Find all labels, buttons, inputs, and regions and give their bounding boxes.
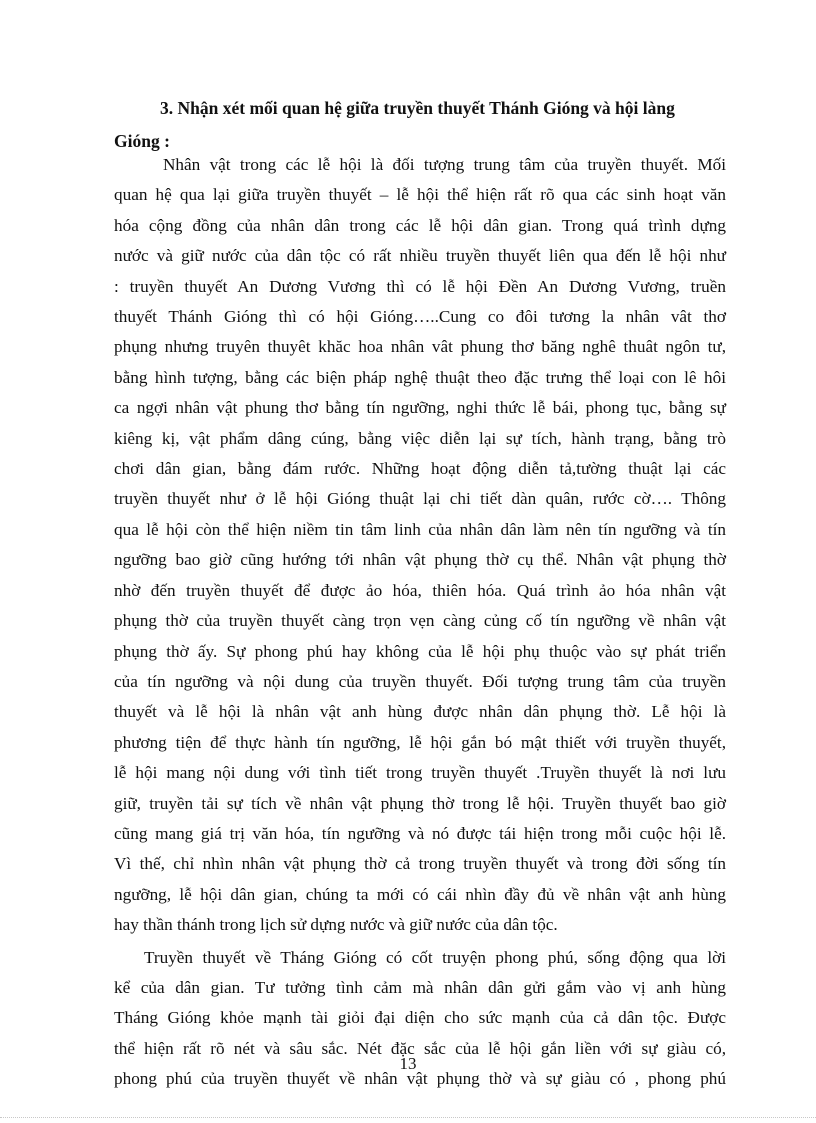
text-line: thể hiện rất rõ nét và sâu sắc. Nét đặc sắc của lễ hội gắn liền với sự giàu có, — [114, 1038, 726, 1058]
section-heading-line-2: Gióng : — [114, 131, 170, 151]
text-line: phụng nhưng truyên thuyêt khăc hoa nhân vât phung thơ băng nghê thuât ngôn tư, — [114, 337, 726, 357]
page-bottom-divider — [0, 1117, 816, 1118]
section-heading — [114, 92, 726, 158]
page-number: 13 — [399, 1054, 417, 1073]
text-line: bằng hình tượng, bằng các biện pháp nghệ thuật theo đặc trưng thể loại con lê hôi — [114, 367, 726, 387]
body-text — [114, 150, 726, 1095]
text-line: Vì thế, chỉ nhìn nhân vật phụng thờ cả trong truyền thuyết và trong đời sống tín — [114, 854, 726, 874]
text-line: lễ hội mang nội dung với tình tiết trong truyền thuyết .Truyền thuyết là nơi lưu — [114, 763, 726, 783]
text-line: hay thần thánh trong lịch sử dựng nước và giữ nước của dân tộc. — [114, 915, 558, 935]
text-line: phụng thờ ấy. Sự phong phú hay không của lễ hội phụ thuộc vào sự phát triển — [114, 641, 726, 661]
text-line: thuyết Thánh Gióng thì có hội Gióng…..Cung co đôi tương la nhân vât thơ — [114, 307, 726, 327]
text-line: phong phú của truyền thuyết về nhân vật phụng thờ và sự giàu có , phong phú — [114, 1069, 726, 1089]
text-line: Tháng Gióng khỏe mạnh tài giỏi đại diện cho sức mạnh của cả dân tộc. Được — [114, 1008, 726, 1028]
text-line: qua lễ hội còn thể hiện niềm tin tâm linh của nhân dân làm nên tín ngưỡng và tín — [114, 519, 726, 539]
text-line: giữ, truyền tải sự tích về nhân vật phụng thờ trong lễ hội. Truyền thuyết bao giờ — [114, 793, 726, 813]
text-line: nhờ đến truyền thuyết để được ảo hóa, thiên hóa. Quá trình ảo hóa nhân vật — [114, 580, 726, 600]
text-line: của tín ngưỡng và nội dung của truyền thuyết. Đối tượng trung tâm của truyền — [114, 671, 726, 691]
text-line: quan hệ qua lại giữa truyền thuyết – lễ hội thể hiện rất rõ qua các sinh hoạt văn — [114, 185, 726, 205]
text-line: truyền thuyết như ở lễ hội Gióng thuật lại chi tiết dàn quân, rước cờ…. Thông — [114, 489, 726, 509]
text-line: phụng thờ của truyền thuyết càng trọn vẹn càng củng cố tín ngưỡng về nhân vật — [114, 611, 726, 631]
section-heading-line-1: 3. Nhận xét mối quan hệ giữa truyền thuyết Thánh Gióng và hội làng — [160, 98, 675, 118]
text-line: Nhân vật trong các lễ hội là đối tượng trung tâm của truyền thuyết. Mối — [163, 155, 726, 174]
text-line: : truyền thuyết An Dương Vương thì có lễ hội Đền An Dương Vương, truền — [114, 276, 726, 296]
paragraph-1 — [114, 150, 726, 941]
text-line: ngưỡng, lễ hội dân gian, chúng ta mới có cái nhìn đầy đủ về nhân vật anh hùng — [114, 884, 726, 904]
text-line: phương tiện để thực hành tín ngưỡng, lễ hội gắn bó mật thiết với truyền thuyết, — [114, 732, 726, 752]
text-line: kiêng kị, vật phẩm dâng cúng, bằng việc diễn lại sự tích, hành trạng, bằng trò — [114, 428, 726, 448]
text-line: thuyết và lễ hội là nhân vật anh hùng được nhân dân phụng thờ. Lễ hội là — [114, 702, 726, 722]
text-line: nước và giữ nước của dân tộc có rất nhiều truyền thuyết liên qua đến lễ hội như — [114, 246, 726, 266]
text-line: ca ngợi nhân vật phung thơ bằng tín ngưỡng, nghi thức lễ bái, phong tục, bằng sự — [114, 398, 726, 418]
text-line: Truyền thuyết về Tháng Gióng có cốt truyện phong phú, sống động qua lời — [144, 947, 726, 967]
text-line: ngưỡng bao giờ cũng hướng tới nhân vật phụng thờ cụ thể. Nhân vật phụng thờ — [114, 550, 726, 570]
text-line: kể của dân gian. Tư tưởng tình cảm mà nhân dân gửi gắm vào vị anh hùng — [114, 977, 726, 997]
text-line: hóa cộng đồng của nhân dân trong các lễ hội dân gian. Trong quá trình dựng — [114, 215, 726, 235]
text-line: cũng mang giá trị văn hóa, tín ngưỡng và nó được tái hiện trong mỗi cuộc hội lễ. — [114, 823, 726, 843]
text-line: chơi dân gian, bằng đám rước. Những hoạt động diễn tả,tường thuật lại các — [114, 459, 726, 479]
